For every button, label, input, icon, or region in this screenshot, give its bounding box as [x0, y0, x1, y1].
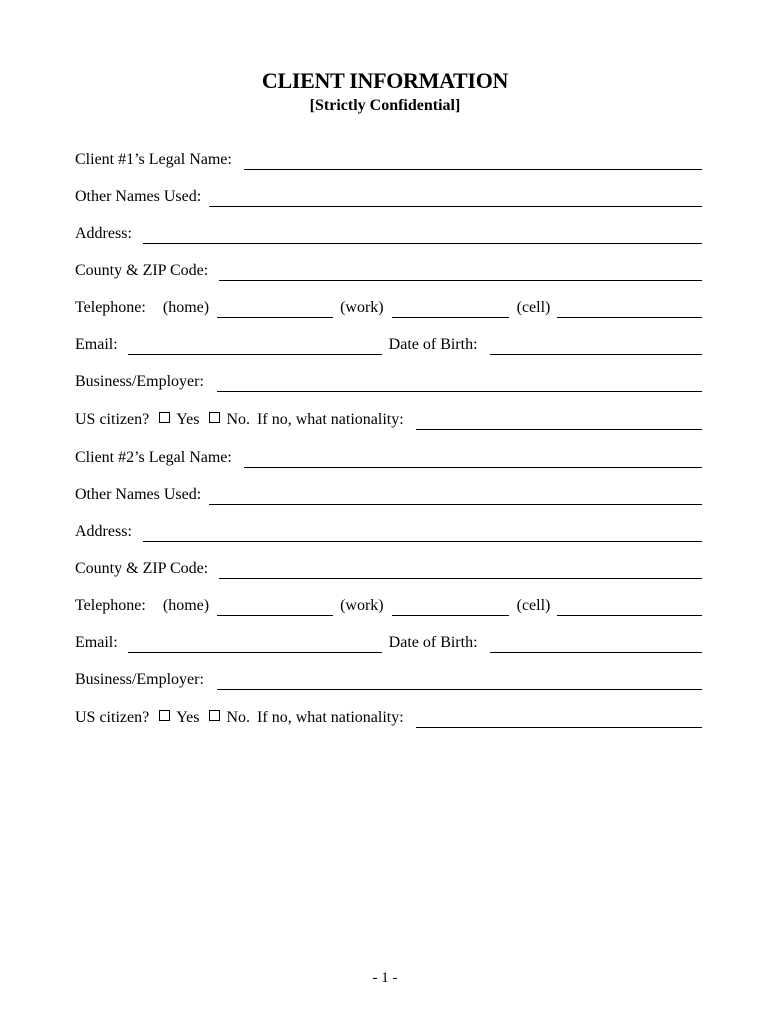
client1-employer-label: Business/Employer: [75, 373, 204, 390]
client2-dob-label: Date of Birth: [388, 634, 478, 651]
client2-county-zip-field[interactable] [219, 560, 702, 579]
page-title: CLIENT INFORMATION [261, 68, 509, 93]
client2-nationality-field[interactable] [416, 709, 702, 728]
client2-email-field[interactable] [128, 634, 382, 653]
client2-no-label: No. [226, 709, 251, 726]
client1-citizen-row [75, 407, 702, 431]
client1-address-field[interactable] [143, 225, 702, 244]
client2-cell-phone-field[interactable] [557, 597, 702, 616]
client2-email-label: Email: [75, 634, 118, 651]
client2-other-names-field[interactable] [209, 486, 702, 505]
client2-citizen-row [75, 705, 702, 729]
client2-citizen-label: US citizen? [75, 709, 150, 726]
client1-county-zip-row [75, 258, 702, 282]
client1-county-zip-field[interactable] [219, 262, 702, 281]
client2-other-names-row [75, 482, 702, 506]
client1-work-phone-field[interactable] [392, 299, 509, 318]
client2-cell-label: (cell) [516, 597, 551, 614]
client1-home-label: (home) [162, 299, 210, 316]
client2-employer-field[interactable] [217, 671, 702, 690]
client1-work-label: (work) [340, 299, 384, 316]
client1-home-phone-field[interactable] [217, 299, 333, 318]
client1-legal-name-label: Client #1’s Legal Name: [75, 151, 232, 168]
client2-home-phone-field[interactable] [217, 597, 333, 616]
client1-county-zip-label: County & ZIP Code: [75, 262, 209, 279]
client1-nationality-label: If no, what nationality: [257, 411, 404, 428]
client1-nationality-field[interactable] [416, 411, 702, 430]
client1-yes-label: Yes [176, 411, 200, 428]
client1-citizen-label: US citizen? [75, 411, 150, 428]
client1-email-field[interactable] [128, 336, 382, 355]
client2-legal-name-field[interactable] [244, 449, 702, 468]
client1-legal-name-row [75, 147, 702, 171]
client1-dob-label: Date of Birth: [388, 336, 478, 353]
client1-telephone-label: Telephone: [75, 299, 146, 316]
client2-address-field[interactable] [143, 523, 702, 542]
client2-employer-row [75, 667, 702, 691]
client1-cell-label: (cell) [516, 299, 551, 316]
client2-legal-name-row [75, 445, 702, 469]
client2-home-label: (home) [162, 597, 210, 614]
client2-email-row [75, 630, 702, 654]
client1-other-names-field[interactable] [209, 188, 702, 207]
client2-no-checkbox[interactable] [209, 710, 220, 721]
client1-dob-field[interactable] [490, 336, 702, 355]
client2-address-row [75, 519, 702, 543]
client1-email-row [75, 332, 702, 356]
client1-other-names-row [75, 184, 702, 208]
client1-yes-checkbox[interactable] [159, 412, 170, 423]
client2-telephone-row [75, 593, 702, 617]
client1-address-row [75, 221, 702, 245]
client2-other-names-label: Other Names Used: [75, 486, 202, 503]
client2-yes-checkbox[interactable] [159, 710, 170, 721]
page-subtitle: [Strictly Confidential] [309, 97, 461, 114]
client1-telephone-row [75, 295, 702, 319]
client2-legal-name-label: Client #2’s Legal Name: [75, 449, 232, 466]
client2-address-label: Address: [75, 523, 132, 540]
client2-dob-field[interactable] [490, 634, 702, 653]
client1-employer-row [75, 369, 702, 393]
client1-email-label: Email: [75, 336, 118, 353]
client1-no-label: No. [226, 411, 251, 428]
client1-address-label: Address: [75, 225, 132, 242]
client2-county-zip-row [75, 556, 702, 580]
client1-other-names-label: Other Names Used: [75, 188, 202, 205]
client1-cell-phone-field[interactable] [557, 299, 702, 318]
client2-yes-label: Yes [176, 709, 200, 726]
client2-employer-label: Business/Employer: [75, 671, 204, 688]
client2-telephone-label: Telephone: [75, 597, 146, 614]
client2-county-zip-label: County & ZIP Code: [75, 560, 209, 577]
client2-work-phone-field[interactable] [392, 597, 509, 616]
client1-legal-name-field[interactable] [244, 151, 702, 170]
page-number: - 1 - [372, 970, 398, 986]
client2-work-label: (work) [340, 597, 384, 614]
client2-nationality-label: If no, what nationality: [257, 709, 404, 726]
client1-employer-field[interactable] [217, 373, 702, 392]
client1-no-checkbox[interactable] [209, 412, 220, 423]
